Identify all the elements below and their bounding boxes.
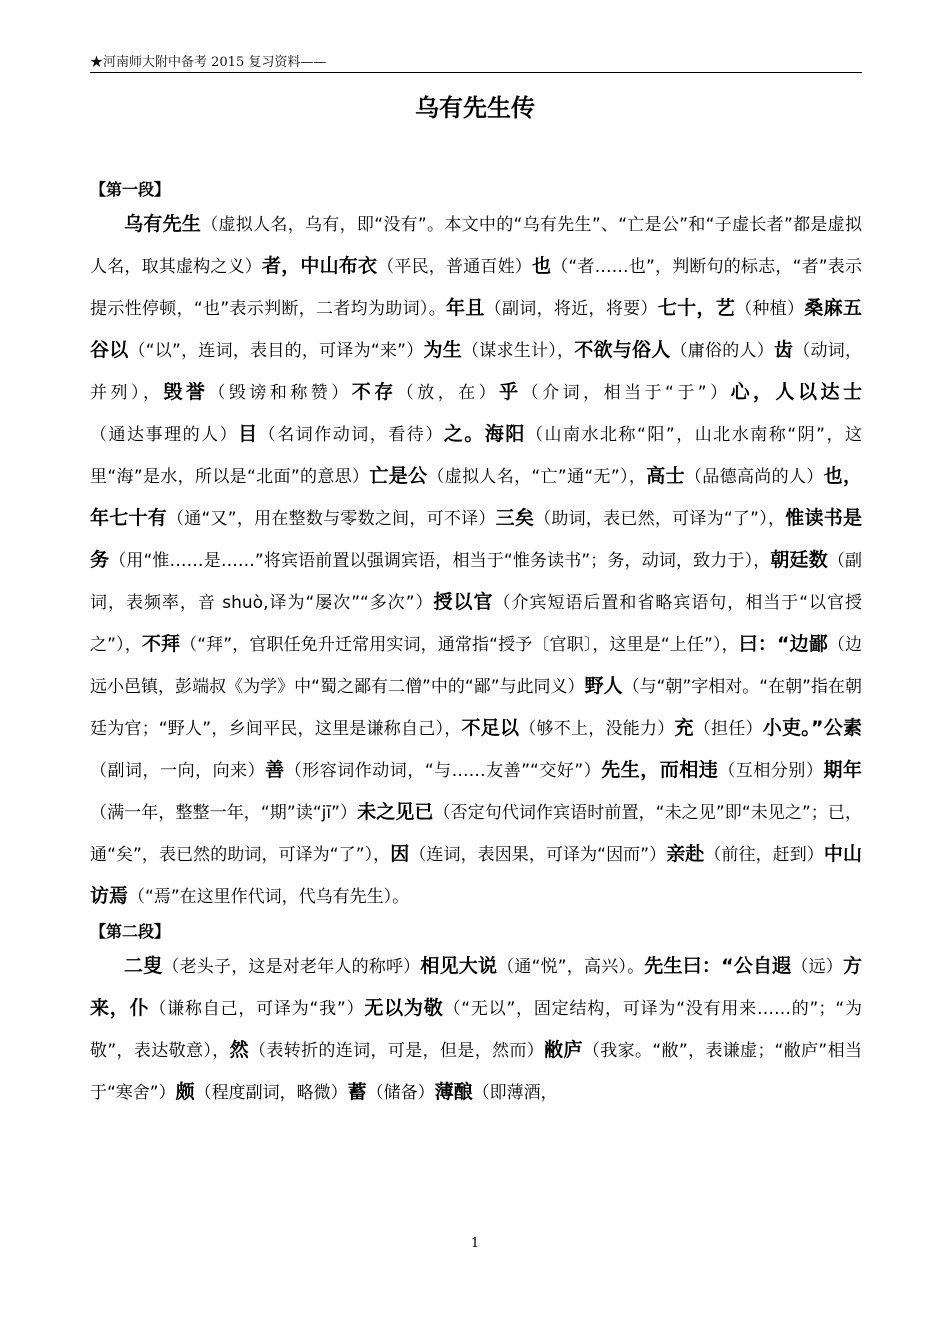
annotation-text: （虚拟人名，乌有，即“没有”。本文中的“乌有先生”、“亡是公”和“子虚长者”都是虚拟人名，取其虚构之义） [90,215,862,277]
annotation-text: （“无以”，固定结构，可译为“没有用来……的”；“为敬”，表达敬意）， [90,999,862,1061]
source-text: 曰：“边鄙 [738,633,828,655]
section-paragraph [90,204,862,918]
source-text: 蓄 [347,1081,367,1103]
source-text: 年且 [446,297,485,319]
annotation-text: （虚拟人名，“亡”通“无”）， [427,467,647,487]
annotation-text: （形容词作动词，“与……友善”“交好”） [284,761,602,781]
annotation-text: （毁谤和称赞） [208,383,352,403]
source-text: 方来，仆 [90,955,862,1019]
source-text: 心，人以达士 [730,381,862,403]
annotation-text: （远） [791,957,843,977]
section-1 [90,176,862,918]
annotation-text: （平民，普通百姓） [377,257,532,277]
source-text: 朝廷数 [770,549,828,571]
source-text: 中山访焉 [90,843,862,907]
source-text: 薄酿 [434,1081,473,1103]
source-text: 无以为敬 [364,997,444,1019]
annotation-text: （品德高尚的人） [684,467,824,487]
annotation-text: （介词，相当于“于”） [521,383,731,403]
annotation-text: （通“又”，用在整数与零数之间，可不译） [167,509,496,529]
source-text: 亡是公 [369,465,428,487]
annotation-text: （担任） [693,719,763,739]
annotation-text: （边远小邑镇，彭端叔《为学》中“蜀之鄙有二僧”中的“鄙”与此同义） [90,635,863,697]
source-text: 授以官 [433,591,494,613]
source-text: 因 [390,843,410,865]
source-text: 先生曰：“公自遐 [644,955,792,977]
header-divider [90,72,862,73]
source-text: 小吏。”公素 [762,717,862,739]
document-title: 乌有先生传 [415,94,535,122]
annotation-text: （与“朝”字相对。“在朝”指在朝廷为官；“野人”，乡间平民，这里是谦称自己）， [90,677,862,739]
source-text: 三矣 [495,507,535,529]
annotation-text: （介宾短语后置和省略宾语句，相当于“以官授之”）， [90,593,862,655]
annotation-text: （储备） [366,1083,435,1103]
source-text: 不欲与俗人 [574,339,671,361]
annotation-text: （通达事理的人） [90,425,239,445]
annotation-text: （“拜”，官职任免升迁常用实词，通常指“授予〔官职〕，这里是“上任”）， [180,635,739,655]
source-text: 不拜 [141,633,181,655]
annotation-text: （我家。“敝”，表谦虚；“敝庐”相当于“寒舍”） [90,1041,862,1103]
source-text: 之。海阳 [443,423,526,445]
source-text: 未之见已 [357,801,434,823]
annotation-text: （“焉”在这里作代词，代乌有先生）。 [128,887,410,907]
source-text: 不存 [351,381,397,403]
source-text: 善 [265,759,285,781]
annotation-text: （动词，并列）， [90,341,862,403]
page-header: ★河南师大附中备考 2015 复习资料—— [90,55,327,70]
document-body [90,176,862,1114]
annotation-text: （老头子，这是对老年人的称呼） [162,957,421,977]
page-number: 1 [470,1236,480,1251]
source-text: 乌有先生 [124,213,202,235]
annotation-text: （庸俗的人） [670,341,774,361]
annotation-text: （助词，表已然，可译为“了”）， [534,509,786,529]
source-text: 目 [238,423,259,445]
source-text: 乎 [499,381,522,403]
annotation-text: （用“惟……是……”将宾语前置以强调宾语，相当于“惟务读书”；务，动词，致力于）， [109,551,771,571]
source-text: 者，中山布衣 [262,255,378,277]
source-text: 七十，艺 [657,297,736,319]
annotation-text: （否定句代词作宾语时前置，“未之见”即“未见之”；已，通“矣”，表已然的助词，可译为“了”）， [90,803,862,865]
annotation-text: （种植） [735,299,805,319]
source-text: 毁誉 [163,381,209,403]
annotation-text: （程度副词，略微） [194,1083,348,1103]
source-text: 二叟 [124,955,163,977]
section-heading: 【第一段】 [90,180,171,199]
source-text: 不足以 [461,717,520,739]
annotation-text: （够不上，没能力） [519,719,675,739]
annotation-text: （名词作动词，看待） [258,425,444,445]
source-text: 先生，而相违 [601,759,719,781]
source-text: 颇 [175,1081,195,1103]
annotation-text: （副词，一向，向来） [90,761,266,781]
source-text: 为生 [423,339,462,361]
section-heading: 【第二段】 [90,922,171,941]
source-text: 齿 [773,339,794,361]
source-text: 也，年七十有 [90,465,862,529]
source-text: 敝庐 [544,1039,583,1061]
annotation-text: （表转折的连词，可是，但是，然而） [248,1041,545,1061]
source-text: 野人 [584,675,623,697]
annotation-text: （满一年，整整一年，“期”读“jī”） [90,803,358,823]
section-paragraph [90,946,862,1114]
annotation-text: （连词，表因果，可译为“因而”） [409,845,667,865]
section-2 [90,918,862,1114]
annotation-text: （谦称自己，可译为“我”） [149,999,365,1019]
annotation-text: （副词，表频率，音 shuò,译为“屡次”“多次”） [90,551,862,613]
annotation-text: （放，在） [396,383,500,403]
annotation-text: （副词，将近，将要） [484,299,658,319]
annotation-text: （通“悦”，高兴）。 [497,957,645,977]
annotation-text: （“者……也”，判断句的标志，“者”表示提示性停顿，“也”表示判断，二者均为助词）。 [90,257,863,319]
annotation-text: （谋求生计）， [461,341,575,361]
source-text: 相见大说 [420,955,498,977]
annotation-text: （山南水北称“阳”，山北水南称“阴”，这里“海”是水，所以是“北面”的意思） [90,425,862,487]
source-text: 充 [674,717,694,739]
source-text: 期年 [823,759,862,781]
annotation-text: （即薄酒， [472,1083,558,1103]
annotation-text: （前往，赶到） [704,845,824,865]
annotation-text: （互相分别） [718,761,824,781]
source-text: 惟读书是务 [90,507,862,571]
source-text: 桑麻五谷以 [90,297,862,361]
annotation-text: （“以”，连词，表目的，可译为“来”） [128,341,424,361]
source-text: 高士 [646,465,685,487]
source-text: 也 [532,255,552,277]
source-text: 亲赴 [666,843,705,865]
source-text: 然 [229,1039,249,1061]
